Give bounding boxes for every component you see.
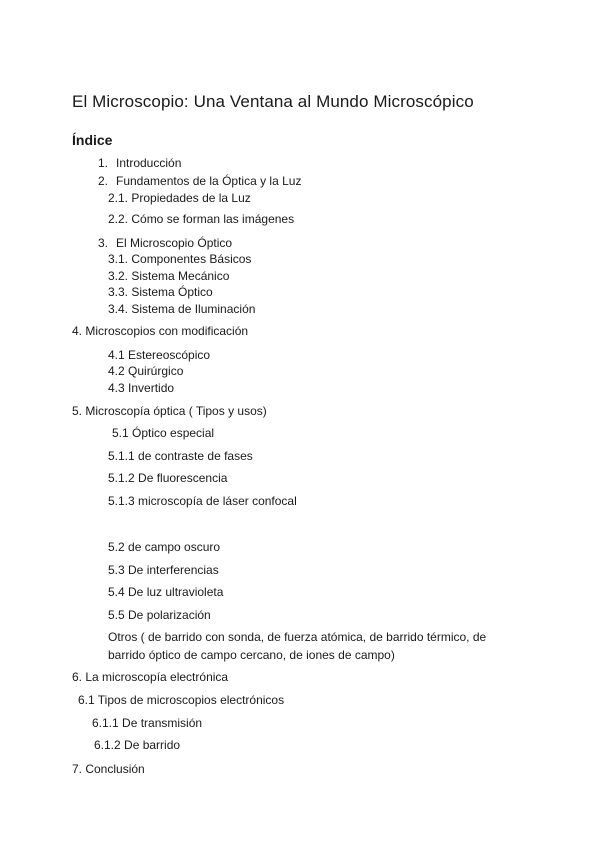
toc-item-2-2: 2.2. Cómo se forman las imágenes <box>108 212 295 226</box>
toc-item-5-2: 5.2 de campo oscuro <box>108 540 221 554</box>
toc-item-5-4: 5.4 De luz ultravioleta <box>108 585 224 599</box>
toc-item-6-1-1: 6.1.1 De transmisión <box>92 716 203 730</box>
toc-number: 2. <box>97 174 108 188</box>
toc-item-otros-line-2: barrido óptico de campo cercano, de iones de campo) <box>108 648 395 662</box>
toc-item-4-1: 4.1 Estereoscópico <box>108 348 211 362</box>
toc-item-2-1: 2.1. Propiedades de la Luz <box>108 191 251 205</box>
toc-text: El Microscopio Óptico <box>116 236 233 250</box>
toc-item-5-5: 5.5 De polarización <box>108 608 211 622</box>
toc-text: Introducción <box>116 156 182 170</box>
toc-item-2 <box>90 174 301 188</box>
toc-item-4-2: 4.2 Quirúrgico <box>108 364 184 378</box>
toc-item-5-1-3: 5.1.3 microscopía de láser confocal <box>108 494 297 508</box>
toc-item-6: 6. La microscopía electrónica <box>72 670 229 684</box>
index-heading: Índice <box>72 132 113 148</box>
toc-item-5-1: 5.1 Óptico especial <box>112 426 215 440</box>
toc-item-1 <box>90 156 181 170</box>
toc-item-5-3: 5.3 De interferencias <box>108 563 219 577</box>
toc-item-5-1-1: 5.1.1 de contraste de fases <box>108 449 253 463</box>
toc-item-4: 4. Microscopios con modificación <box>72 324 249 338</box>
toc-item-3-2: 3.2. Sistema Mecánico <box>108 269 230 283</box>
toc-item-4-3: 4.3 Invertido <box>108 381 175 395</box>
toc-item-otros-line-1: Otros ( de barrido con sonda, de fuerza atómica, de barrido térmico, de <box>108 630 487 644</box>
toc-item-5: 5. Microscopía óptica ( Tipos y usos) <box>72 404 267 418</box>
toc-item-5-1-2: 5.1.2 De fluorescencia <box>108 471 228 485</box>
document-title: El Microscopio: Una Ventana al Mundo Microscópico <box>72 92 474 111</box>
toc-text: Fundamentos de la Óptica y la Luz <box>116 174 302 188</box>
toc-item-3-3: 3.3. Sistema Óptico <box>108 285 213 299</box>
toc-item-6-1: 6.1 Tipos de microscopios electrónicos <box>78 693 285 707</box>
toc-item-3-4: 3.4. Sistema de Iluminación <box>108 302 256 316</box>
toc-item-3-1: 3.1. Componentes Básicos <box>108 252 252 266</box>
toc-number: 1. <box>97 156 108 170</box>
toc-item-3 <box>90 236 232 250</box>
toc-item-6-1-2: 6.1.2 De barrido <box>94 738 181 752</box>
toc-number: 3. <box>97 236 108 250</box>
toc-item-7: 7. Conclusión <box>72 762 145 776</box>
